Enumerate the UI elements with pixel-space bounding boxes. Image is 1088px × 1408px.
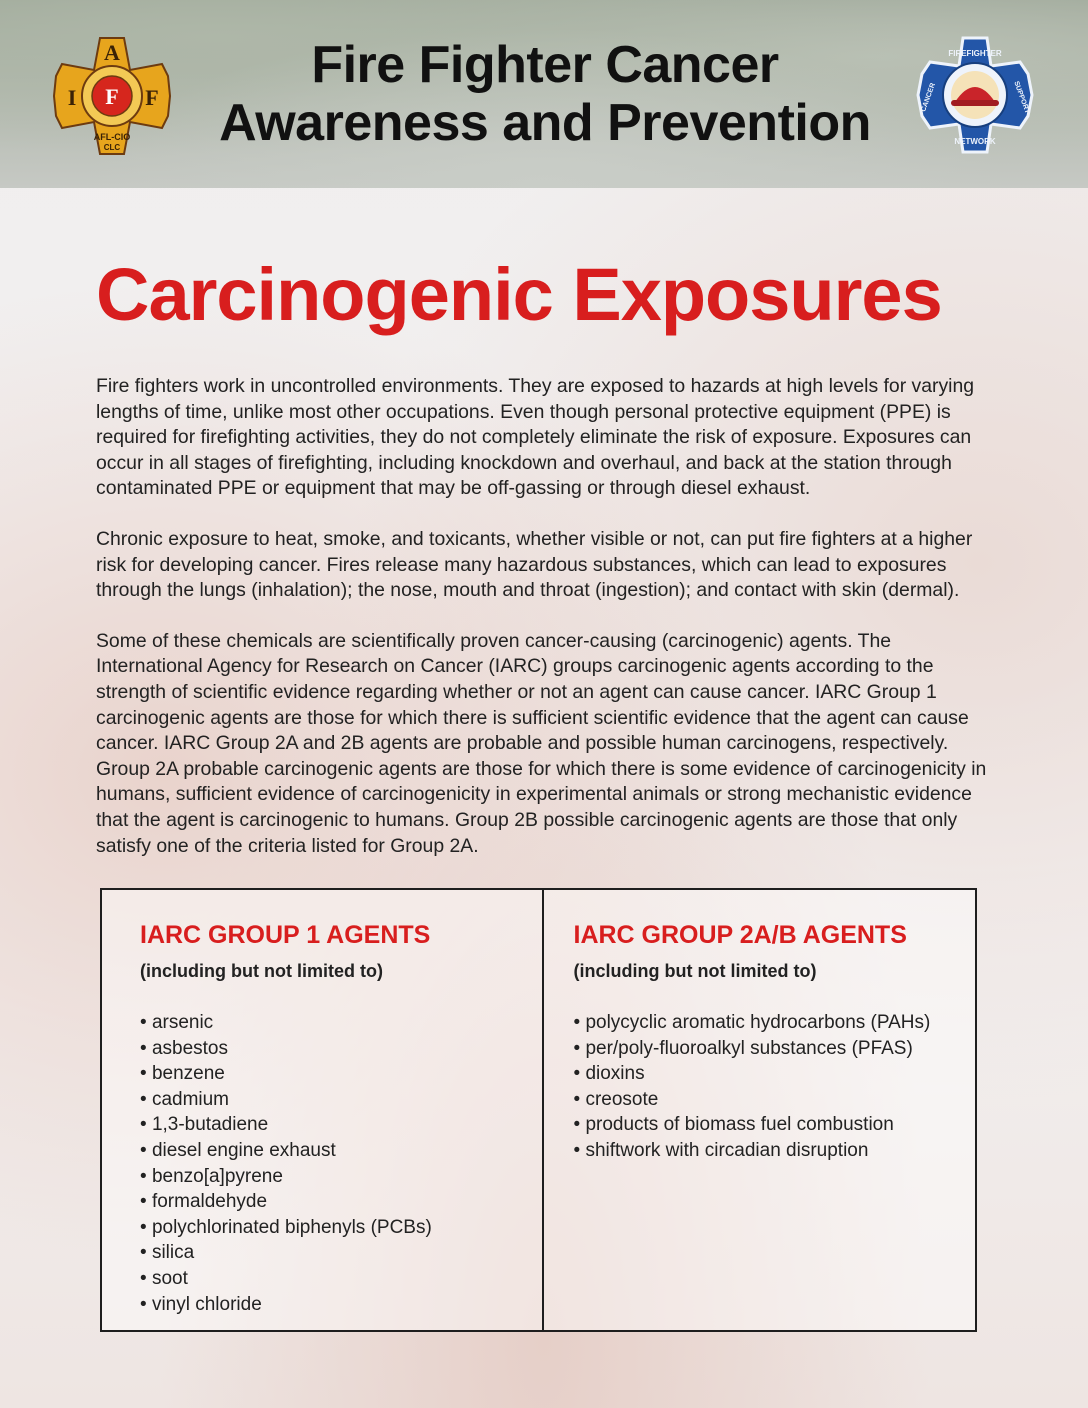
page-title: Carcinogenic Exposures <box>96 253 942 336</box>
list-item: • benzo[a]pyrene <box>140 1164 542 1190</box>
intro-paragraph-3: Some of these chemicals are scientifically proven cancer-causing (carcinogenic) agents. The International Agency for Research on Cancer (IARC) groups carcinogenic agents according to the strength of scientific evidence regarding whether or not an agent can cause cancer. IARC Group 1 carcinogenic agents are those for which there is sufficient scientific evidence that the agent can cause cancer. IARC Group 2A and 2B agents are probable and possible human carcinogens, respectively. Group 2A probable carcinogenic agents are those for which there is some evidence of carcinogenicity in humans, sufficient evidence of carcinogenicity in experimental animals or strong mechanistic evidence that the agent is carcinogenic to humans. Group 2B possible carcinogenic agents are those that only satisfy one of the criteria listed for Group 2A. <box>96 629 987 857</box>
list-item: • products of biomass fuel combustion <box>574 1112 976 1138</box>
svg-text:CANCER: CANCER <box>920 82 938 113</box>
list-item: • vinyl chloride <box>140 1292 542 1318</box>
fcsn-logo-icon <box>916 36 1034 154</box>
list-item: • silica <box>140 1240 542 1266</box>
list-item: • polychlorinated biphenyls (PCBs) <box>140 1215 542 1241</box>
group2-subheading: (including but not limited to) <box>573 961 817 981</box>
group1-heading: IARC GROUP 1 AGENTS <box>140 921 431 949</box>
group2-column <box>542 890 976 1330</box>
list-item: • benzene <box>140 1061 542 1087</box>
intro-section <box>96 374 996 884</box>
list-item: • creosote <box>574 1087 976 1113</box>
header-title <box>200 36 890 152</box>
agents-table <box>100 888 977 1332</box>
group1-list <box>140 1010 542 1317</box>
list-item: • polycyclic aromatic hydrocarbons (PAHs) <box>574 1010 976 1036</box>
svg-text:CLC: CLC <box>103 143 121 152</box>
header-title-line1: Fire Fighter Cancer <box>311 36 779 94</box>
list-item: • cadmium <box>140 1087 542 1113</box>
intro-paragraph-2: Chronic exposure to heat, smoke, and toxicants, whether visible or not, can put fire fighters at a higher risk for developing cancer. Fires release many hazardous substances, which can lead to exposures through the lungs (inhalation); the nose, mouth and throat (ingestion); and contact with skin (dermal). <box>96 527 973 602</box>
svg-text:F: F <box>145 85 159 110</box>
list-item: • dioxins <box>574 1061 976 1087</box>
page-header <box>0 0 1088 188</box>
group1-subheading: (including but not limited to) <box>140 961 383 981</box>
list-item: • formaldehyde <box>140 1189 542 1215</box>
svg-text:A: A <box>104 40 120 65</box>
list-item: • diesel engine exhaust <box>140 1138 542 1164</box>
group2-heading: IARC GROUP 2A/B AGENTS <box>573 921 907 949</box>
svg-text:NETWORK: NETWORK <box>954 137 996 146</box>
iaff-logo-icon <box>50 34 174 158</box>
svg-text:AFL-CIO: AFL-CIO <box>93 132 131 142</box>
list-item: • per/poly-fluoroalkyl substances (PFAS) <box>574 1036 976 1062</box>
list-item: • arsenic <box>140 1010 542 1036</box>
svg-text:FIREFIGHTER: FIREFIGHTER <box>948 49 1002 58</box>
list-item: • 1,3-butadiene <box>140 1112 542 1138</box>
intro-paragraph-1: Fire fighters work in uncontrolled environments. They are exposed to hazards at high levels for varying lengths of time, unlike most other occupations. Even though personal protective equipment (PPE) is required for firefighting activities, they do not completely eliminate the risk of exposure. Exposures can occur in all stages of firefighting, including knockdown and overhaul, and back at the station through contaminated PPE or equipment that may be off-gassing or through diesel exhaust. <box>96 375 975 500</box>
list-item: • asbestos <box>140 1036 542 1062</box>
header-title-line2: Awareness and Prevention <box>219 94 871 152</box>
list-item: • soot <box>140 1266 542 1292</box>
group1-column <box>102 890 542 1330</box>
list-item: • shiftwork with circadian disruption <box>574 1138 976 1164</box>
svg-text:SUPPORT: SUPPORT <box>1012 80 1031 115</box>
group2-list <box>574 1010 976 1164</box>
svg-text:I: I <box>67 85 77 110</box>
svg-text:F: F <box>105 84 119 109</box>
